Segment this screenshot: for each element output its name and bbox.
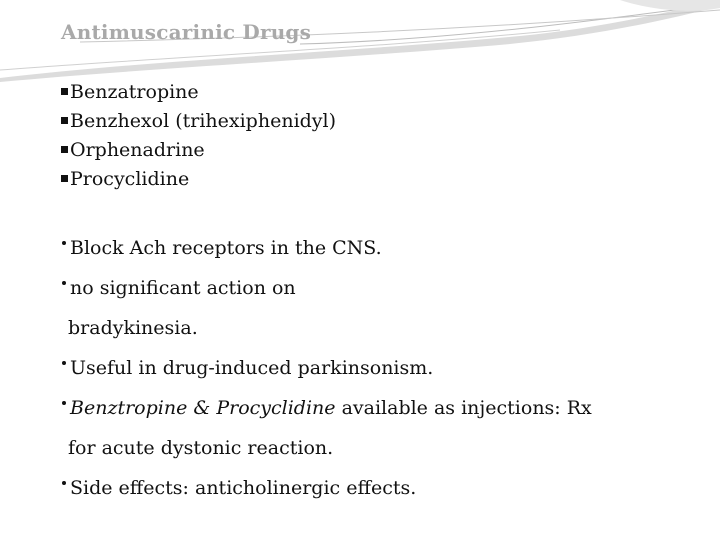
square-bullet-icon xyxy=(61,146,68,153)
dot-bullet-icon xyxy=(62,401,66,405)
point-injections xyxy=(60,388,592,428)
drug-list xyxy=(60,78,336,194)
point-text: bradykinesia. xyxy=(68,317,198,339)
slide-title: Antimuscarinic Drugs xyxy=(61,20,312,44)
point-text: no significant action on xyxy=(70,277,296,299)
point-block-receptors xyxy=(60,228,592,268)
point-drug-induced xyxy=(60,348,592,388)
point-text: available as injections: Rx xyxy=(335,397,592,419)
point-injections-continued xyxy=(60,428,592,468)
point-text: Side effects: anticholinergic effects. xyxy=(70,477,417,499)
point-side-effects xyxy=(60,468,592,508)
dot-bullet-icon xyxy=(62,281,66,285)
points-list xyxy=(60,228,592,508)
drug-item-procyclidine xyxy=(60,165,336,194)
point-text: for acute dystonic reaction. xyxy=(68,437,334,459)
square-bullet-icon xyxy=(61,175,68,182)
header-swoosh-decoration xyxy=(0,0,720,90)
drug-label: Benzhexol (trihexiphenidyl) xyxy=(70,110,337,132)
point-text-italic: Benztropine & Procyclidine xyxy=(70,397,336,419)
drug-item-benzatropine xyxy=(60,78,336,107)
drug-item-benzhexol xyxy=(60,107,336,136)
point-bradykinesia-continued xyxy=(60,308,592,348)
drug-label: Procyclidine xyxy=(70,168,190,190)
point-text: Useful in drug-induced parkinsonism. xyxy=(70,357,434,379)
point-text: Block Ach receptors in the CNS. xyxy=(70,237,382,259)
dot-bullet-icon xyxy=(62,361,66,365)
point-bradykinesia xyxy=(60,268,592,308)
drug-label: Orphenadrine xyxy=(70,139,205,161)
dot-bullet-icon xyxy=(62,481,66,485)
square-bullet-icon xyxy=(61,117,68,124)
drug-label: Benzatropine xyxy=(70,81,199,103)
drug-item-orphenadrine xyxy=(60,136,336,165)
square-bullet-icon xyxy=(61,88,68,95)
dot-bullet-icon xyxy=(62,241,66,245)
